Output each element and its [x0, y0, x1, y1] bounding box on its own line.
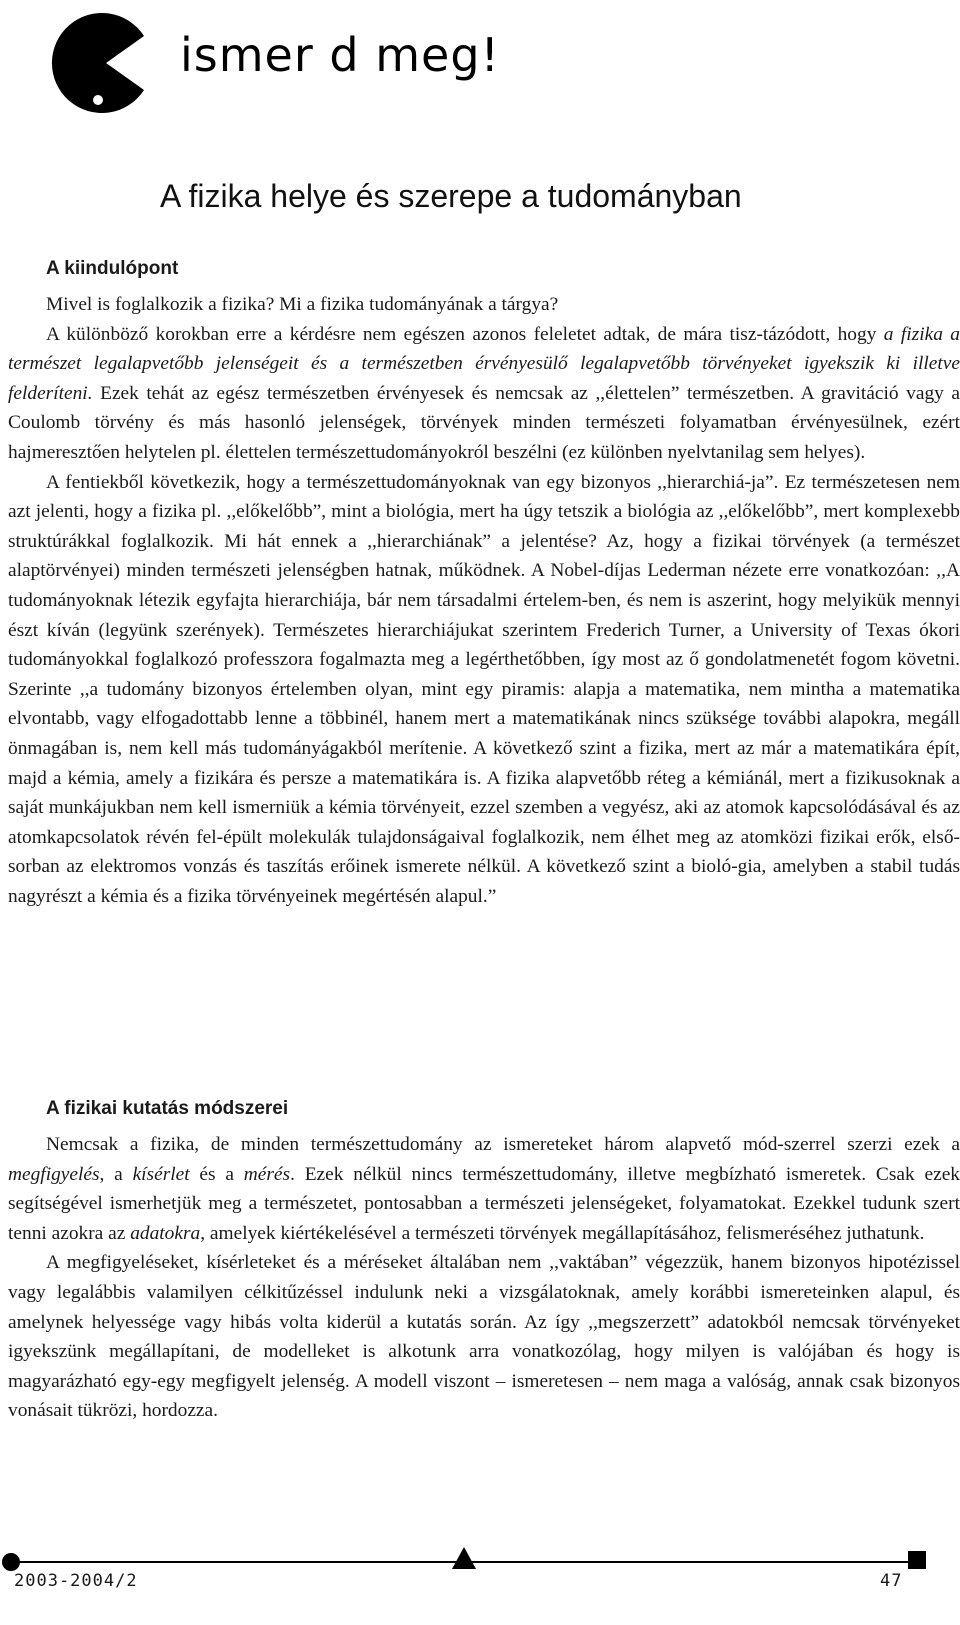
intro-paragraph: Mivel is foglalkozik a fizika? Mi a fizika tudományának a tárgya? — [46, 294, 559, 315]
paragraph: A fentiekből következik, hogy a természettudományoknak van egy bizonyos ,,hierarchiá-ja”. Ez természetesen nem azt jelenti, hogy a fizika pl. ,,előkelőbb”, mint a biológia, mert ha úgy tetszik a biológia az ,,előkelőbb”, mert komplexebb struktúrákkal foglalkozik. Mi hát ennek a ,,hierarchiának” a jelentése? Az, hogy a fizikai törvények (a természet alaptörvényei) minden természeti jelenségben hatnak, működnek. A Nobel-díjas Lederman nézete erre vonatkozóan: ,,A tudományoknak létezik egyfajta hierarchiája, bár nem társadalmi értelem-ben, és nem is aszerint, hogy melyikük mennyi észt kíván (legyünk szerények). Természetes hierarchiájukat szerintem Frederich Turner, a University of Texas ókori tudományokkal foglalkozó professzora fogalmazta meg a legérthetőbben, így most az ő gondolatmenetét fogom követni. Szerinte ,,a tudomány bizonyos értelemben olyan, mint egy piramis: alapja a matematika, nem mintha a matematika elvontabb, vagy elfogadottabb lenne a többinél, hanem mert a matematikának nincs szüksége további alapokra, megáll önmagában is, nem kell más tudományágakból merítenie. A következő szint a fizika, mert az már a matematikára épít, majd a kémia, amely a fizikára és persze a matematikára is. A fizika alapvetőbb réteg a kémiánál, mert a fizikusoknak a saját munkájukban nem kell ismerniük a kémia törvényeit, ezzel szemben a vegyész, aki az atomok kapcsolódásával és az atomkapcsolatok révén fel-épült molekulák tulajdonságaival foglalkozik, nem élhet meg az atomközi fizikai erők, első-sorban az elektromos vonzás és taszítás erőinek ismerete nélkül. A következő szint a bioló-gia, amelyben a stabil tudás nagyrészt a kémia és a fizika törvényeinek megértésén alapul.” — [8, 471, 960, 907]
magazine-logo — [48, 8, 500, 118]
section-body-modszerek — [8, 1130, 960, 1426]
page-footer — [0, 1505, 960, 1625]
triangle-marker-icon — [452, 1547, 476, 1569]
issue-number: 2003-2004/2 — [14, 1571, 138, 1591]
section-heading-modszerek: A fizikai kutatás módszerei — [46, 1098, 289, 1119]
logo-text: ismer d meg! — [180, 28, 500, 82]
paragraph: Nemcsak a fizika, de minden természettudomány az ismereteket három alapvető mód-szerrel szerzi ezek a megfigyelés, a kísérlet és a mérés. Ezek nélkül nincs természettudomány, illetve megbízható ismeretek. Csak ezek segítségével ismerhetjük meg a természetet, pontosabban a természeti jelenségeket, folyamatokat. Ezekkel tudunk szert tenni azokra az adatokra, amelyek kiértékelésével a természeti törvények megállapításához, felismeréséhez juthatunk. — [8, 1134, 960, 1244]
pacman-logo-icon — [48, 8, 168, 118]
section-heading-kiindulopont: A kiindulópont — [46, 258, 179, 279]
article-title: A fizika helye és szerepe a tudományban — [160, 178, 742, 214]
circle-marker-icon — [0, 1551, 22, 1573]
paragraph: A különböző korokban erre a kérdésre nem egészen azonos feleletet adtak, de mára tisz-tázódott, hogy a fizika a természet legalapvetőbb jelenségeit és a természetben érvényesülő legalapvetőbb törvényeket igyekszik ki illetve felderíteni. Ezek tehát az egész természetben érvényesek és nemcsak az ,,élettelen” természetben. A gravitáció vagy a Coulomb törvény és más hasonló jelenségek, törvények minden természeti folyamatban érvényesülnek, ezért hajmeresztően helytelen pl. élettelen természettudományokról beszélni (ez különben nyelvtanilag sem helyes). — [8, 323, 960, 463]
square-marker-icon — [908, 1551, 928, 1571]
paragraph: A megfigyeléseket, kísérleteket és a méréseket általában nem ,,vaktában” végezzük, hanem bizonyos hipotézissel vagy legalábbis valamilyen célkitűzéssel indulunk neki a vizsgálatoknak, amely korábbi ismereteinken alapul, és amelynek helyessége vagy hibás volta kiderül a kutatás során. Az így ,,megszerzett” adatokból nemcsak törvényeket igyekszünk megállapítani, de modelleket is alkotunk arra vonatkozólag, hogy milyen is valójában és hogy is magyarázható egy-egy megfigyelt jelenség. A modell viszont – ismeretesen – nem maga a valóság, annak csak bizonyos vonásait tükrözi, hordozza. — [8, 1252, 960, 1422]
page-number: 47 — [880, 1571, 903, 1591]
section-body-kiindulopont — [8, 290, 960, 911]
